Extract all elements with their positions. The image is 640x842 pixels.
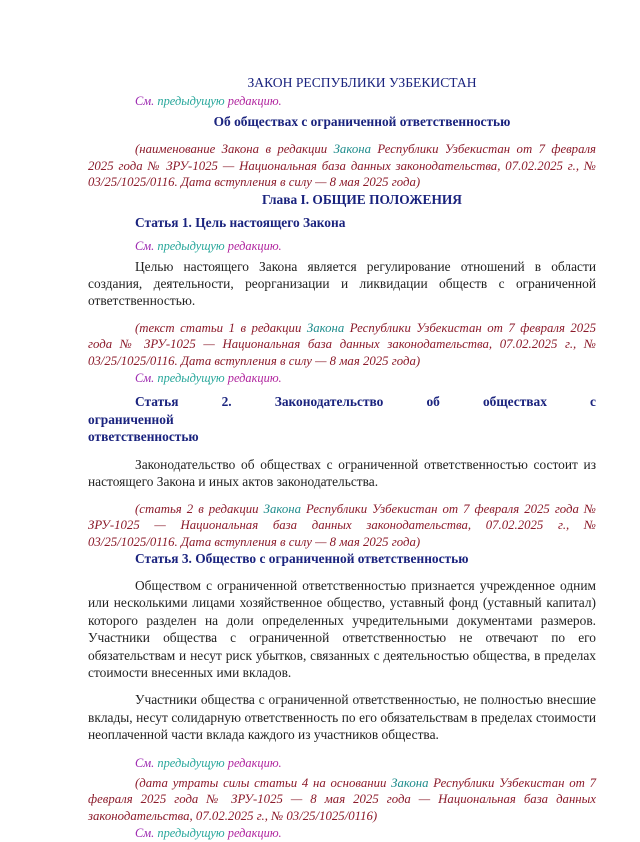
note-suffix: Республики Узбекистан от 7 февраля 2025 года № ЗРУ-1025 — Национальная база данных законодательства, 07.02.2025 г., № 03/25/1025/0116. Дата вступления в силу — 8 мая 2025 года): [88, 320, 597, 368]
see-previous-edition-link[interactable]: [88, 238, 596, 255]
note-prefix: (дата утраты силы статьи 4 на основании: [135, 775, 387, 790]
article-3-paragraph-1: Обществом с ограниченной ответственностью признается учрежденное одним или несколькими лицами хозяйственное общество, уставный фонд (уставный капитал) которого разделен на доли определенных учредительными документами размеров. Участники общества с ограниченной ответственностью не отвечают по его обязательствам и несут риск убытков, связанных с деятельностью общества, в пределах стоимости внесенных ими вкладов.: [88, 578, 596, 681]
article-2-paragraph: Законодательство об обществах с ограниченной ответственностью состоит из настоящего Закона и иных актов законодательства.: [88, 456, 596, 490]
law-reference-link[interactable]: Закона: [263, 501, 301, 516]
note-prefix: (наименование Закона в редакции: [135, 142, 328, 156]
see-prev-word-3: редакцию.: [227, 826, 282, 841]
chapter-heading: Глава I. ОБЩИЕ ПОЛОЖЕНИЯ: [262, 191, 462, 207]
law-reference-link[interactable]: Закона: [391, 775, 429, 790]
see-prev-word-3: редакцию.: [227, 755, 282, 770]
article-3-heading: Статья 3. Общество с ограниченной ответственностью: [135, 551, 469, 567]
see-prev-word-2: предыдущую: [157, 94, 225, 108]
see-prev-word-1: См.: [135, 371, 155, 386]
article-2-heading-line-2: ответственностью: [88, 429, 199, 445]
note-suffix: Республики Узбекистан от 7 февраля 2025 года № ЗРУ-1025 — Национальная база данных законодательства, 07.02.2025 г., № 03/25/1025/0116. Дата вступления в силу — 8 мая 2025 года): [88, 142, 596, 189]
title-amendment-note: [88, 141, 596, 191]
article-2-heading-line-1: Статья 2. Законодательство об обществах с ограниченной: [88, 394, 596, 427]
article-2-heading: [88, 393, 596, 446]
article-1-paragraph: Целью настоящего Закона является регулирование отношений в области создания, деятельности, реорганизации и ликвидации обществ с ограниченной ответственностью.: [88, 258, 596, 309]
document-page: [88, 74, 596, 842]
law-subtitle: Об обществах с ограниченной ответственностью: [213, 114, 511, 129]
see-prev-word-2: предыдущую: [157, 238, 225, 253]
see-prev-word-3: редакцию.: [227, 238, 282, 253]
see-previous-edition-link[interactable]: [88, 755, 596, 772]
see-previous-edition-link[interactable]: [88, 370, 596, 387]
see-prev-word-3: редакцию.: [227, 94, 282, 108]
see-previous-edition-link[interactable]: [88, 93, 596, 110]
article-4-repeal-note: [88, 775, 596, 825]
see-prev-word-1: См.: [135, 826, 155, 841]
article-2-amendment-note: [88, 501, 596, 551]
see-prev-word-2: предыдущую: [157, 826, 225, 841]
see-prev-word-3: редакцию.: [227, 371, 282, 386]
article-1-amendment-note: [88, 320, 596, 370]
see-prev-word-1: См.: [135, 238, 155, 253]
law-title: ЗАКОН РЕСПУБЛИКИ УЗБЕКИСТАН: [247, 75, 477, 90]
note-suffix: Республики Узбекистан от 7 февраля 2025 года № ЗРУ-1025 — Национальная база данных законодательства, 07.02.2025 г., № 03/25/1025/0116. Дата вступления в силу — 8 мая 2025 года): [88, 501, 596, 549]
article-3-paragraph-2: Участники общества с ограниченной ответственностью, не полностью внесшие вклады, несут солидарную ответственность по его обязательствам в пределах стоимости неоплаченной части вклада каждого из участников общества.: [88, 692, 596, 743]
note-prefix: (статья 2 в редакции: [135, 501, 259, 516]
see-prev-word-1: См.: [135, 755, 155, 770]
law-reference-link[interactable]: Закона: [306, 320, 345, 335]
law-reference-link[interactable]: Закона: [333, 142, 371, 156]
see-prev-word-2: предыдущую: [157, 371, 225, 386]
see-prev-word-1: См.: [135, 94, 155, 108]
see-prev-word-2: предыдущую: [157, 755, 225, 770]
note-suffix: Республики Узбекистан от 7 февраля 2025 года № ЗРУ-1025 — 8 мая 2025 года — Национальная база данных законодательства, 07.02.2025 г., № 03/25/1025/0116): [88, 775, 597, 823]
article-1-heading: Статья 1. Цель настоящего Закона: [135, 214, 346, 230]
note-prefix: (текст статьи 1 в редакции: [135, 320, 302, 335]
